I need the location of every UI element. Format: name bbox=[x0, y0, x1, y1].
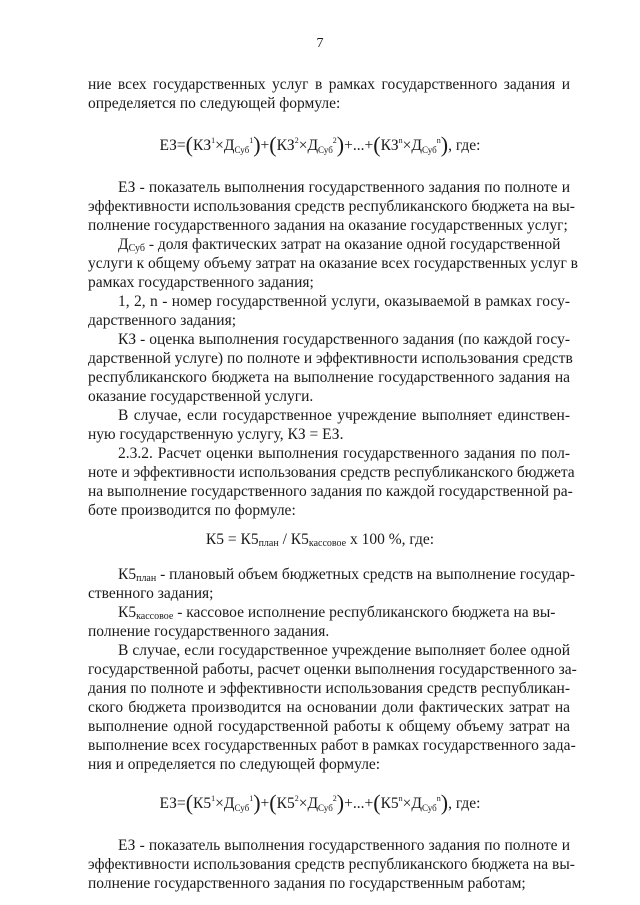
text-line: рамках государственного задания; bbox=[88, 274, 314, 291]
text-line: на выполнение государственного задания по каждой государственной ра- bbox=[88, 483, 573, 500]
text-line: полнение государственного задания по государственным работам; bbox=[88, 875, 526, 892]
text-line: ЕЗ - показатель выполнения государственного задания по полноте и bbox=[118, 179, 570, 196]
text-line: полнение государственного задания. bbox=[88, 623, 330, 640]
text-line: дарственного задания; bbox=[88, 312, 237, 329]
text-line: 1, 2, n - номер государственной услуги, оказываемой в рамках госу- bbox=[118, 293, 570, 310]
text-line: эффективности использования средств республиканского бюджета на вы- bbox=[88, 198, 575, 215]
page-number: 7 bbox=[316, 36, 324, 51]
text-line: ского бюджета производится на основании доли фактических затрат на bbox=[88, 699, 570, 716]
text-line: ноте и эффективности использования средств республиканского бюджета bbox=[88, 464, 575, 481]
text-line: определяется по следующей формуле: bbox=[88, 95, 341, 112]
formula-ez-services: $ЕЗ=(КЗ^1\times Д_{Суб}^1)+(КЗ^2\times Д_{Суб}^2)+...+(КЗ^n\times Д_{Суб}^n)$, где: bbox=[159, 132, 481, 157]
formula-k5: К5 = К5план / К5кассовое х 100 %, где: bbox=[205, 531, 435, 549]
text-line: К5кассовое - кассовое исполнение республиканского бюджета на вы- bbox=[118, 604, 556, 622]
text-line: В случае, если государственное учреждение выполняет более одной bbox=[118, 642, 570, 659]
text-line: эффективности использования средств республиканского бюджета на вы- bbox=[88, 856, 575, 873]
text-line: КЗ - оценка выполнения государственного задания (по каждой госу- bbox=[118, 331, 570, 348]
text-line: государственной работы, расчет оценки выполнения государственного за- bbox=[88, 661, 577, 678]
text-line: дарственной услуге) по полноте и эффективности использования средств bbox=[88, 350, 573, 367]
text-line: ную государственную услугу, КЗ = ЕЗ. bbox=[88, 426, 344, 443]
text-line: выполнение одной государственной работы к общему объему затрат на bbox=[88, 718, 570, 735]
text-line: оказание государственной услуги. bbox=[88, 388, 314, 405]
formula-ez-works: $ЕЗ=(К5^1\times Д_{Суб}^1)+(К5^2\times Д_{Суб}^2)+...+(К5^n\times Д_{Суб}^n)$, где: bbox=[159, 790, 481, 815]
text-line: К5план - плановый объем бюджетных средств на выполнение государ- bbox=[118, 566, 576, 584]
text-line: боте производится по формуле: bbox=[88, 502, 296, 519]
text-line: 2.3.2. Расчет оценки выполнения государственного задания по пол- bbox=[118, 445, 570, 462]
text-line: услуги к общему объему затрат на оказание всех государственных услуг в bbox=[88, 255, 578, 272]
text-line: ние всех государственных услуг в рамках государственного задания и bbox=[88, 76, 570, 93]
text-line: дания по полноте и эффективности использования средств республикан- bbox=[88, 680, 570, 697]
text-line: ДСуб - доля фактических затрат на оказание одной государственной bbox=[118, 236, 561, 254]
text-line: полнение государственного задания на оказание государственных услуг; bbox=[88, 217, 568, 234]
text-line: ственного задания; bbox=[88, 585, 214, 602]
text-line: ния и определяется по следующей формуле: bbox=[88, 756, 381, 773]
text-line: ЕЗ - показатель выполнения государственного задания по полноте и bbox=[118, 837, 570, 854]
text-line: В случае, если государственное учреждение выполняет единствен- bbox=[118, 407, 570, 424]
text-line: республиканского бюджета на выполнение государственного задания на bbox=[88, 369, 570, 386]
text-line: выполнение всех государственных работ в рамках государственного зада- bbox=[88, 737, 576, 754]
